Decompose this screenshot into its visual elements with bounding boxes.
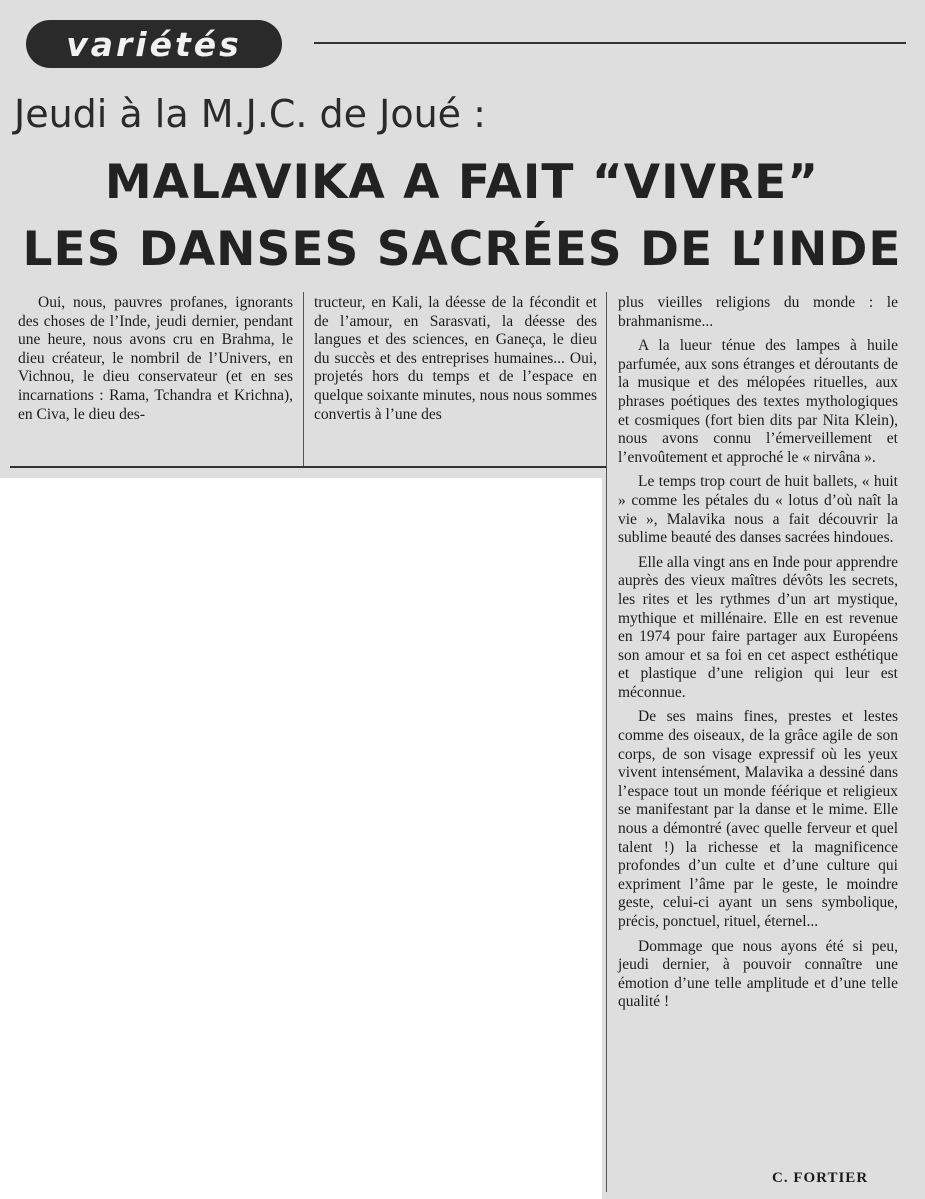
bottom-rule — [10, 466, 606, 468]
article-paragraph: Oui, nous, pauvres profanes, ignorants des choses de l’Inde, jeudi dernier, pendant une heure, nous avons cru en Brahma, le dieu créateur, le nombril de l’Univers, en Vichnou, le dieu conservateur (et en ses incarnations : Rama, Tchandra et Krichna), en Civa, le dieu des- — [18, 294, 293, 423]
section-badge: variétés — [26, 20, 282, 68]
article-column-2 — [314, 294, 597, 430]
article-paragraph: tructeur, en Kali, la déesse de la fécondit et de l’amour, en Sarasvati, la déesse des langues et des sciences, en Ganeça, le dieu du succès et des entreprises humaines... Oui, projetés hors du temps et de l’espace en quelque soixante minutes, nous nous sommes convertis à l’une des — [314, 294, 597, 423]
article-column-3 — [618, 294, 898, 1018]
column-rule-1 — [303, 292, 304, 468]
article-paragraph: Le temps trop court de huit ballets, « huit » comme les pétales du « lotus d’où naît la vie », Malavika nous a fait découvrir la sublime beauté des danses sacrées hindoues. — [618, 473, 898, 547]
article-paragraph: Dommage que nous ayons été si peu, jeudi dernier, à pouvoir connaître une émotion d’une telle amplitude et d’une telle qualité ! — [618, 937, 898, 1011]
header-rule — [314, 42, 906, 44]
headline-line-2: LES DANSES SACRÉES DE L’INDE — [22, 222, 902, 277]
column-rule-2 — [606, 292, 607, 1192]
article-column-1 — [18, 294, 293, 430]
article-paragraph: Elle alla vingt ans en Inde pour apprendre auprès des vieux maîtres dévôts les secrets, les rites et les rythmes d’un art mystique, mythique et millénaire. Elle en est revenue en 1974 pour faire partager aux Européens son amour et sa foi en cet aspect esthétique et plastique d’une religion qui leur est méconnue. — [618, 553, 898, 701]
article-paragraph: De ses mains fines, prestes et lestes comme des oiseaux, de la grâce agile de son corps, de son visage expressif où les yeux vivent intensément, Malavika a dessiné dans l’espace tout un monde féérique et religieux se manifestant par la danse et le mime. Elle nous a démontré (avec quelle ferveur et quel talent !) la richesse et la magnificence profondes d’un culte et d’une culture qui expriment l’âme par le geste, le moindre geste, celui-ci ayant un sens symbolique, précis, ponctuel, rituel, éternel... — [618, 708, 898, 930]
article-paragraph: plus vieilles religions du monde : le brahmanisme... — [618, 294, 898, 330]
author-signature: C. FORTIER — [772, 1170, 869, 1186]
article-paragraph: A la lueur ténue des lampes à huile parfumée, aux sons étranges et déroutants de la musique et des mélopées rituelles, aux phrases poétiques des textes mythologiques et cosmiques (fort bien dits par Nita Klein), nous avons connu l’émerveillement et l’envoûtement et approché le « nirvâna ». — [618, 337, 898, 466]
kicker-headline: Jeudi à la M.J.C. de Joué : — [14, 92, 486, 136]
headline-line-1: MALAVIKA A FAIT “VIVRE” — [104, 155, 820, 210]
